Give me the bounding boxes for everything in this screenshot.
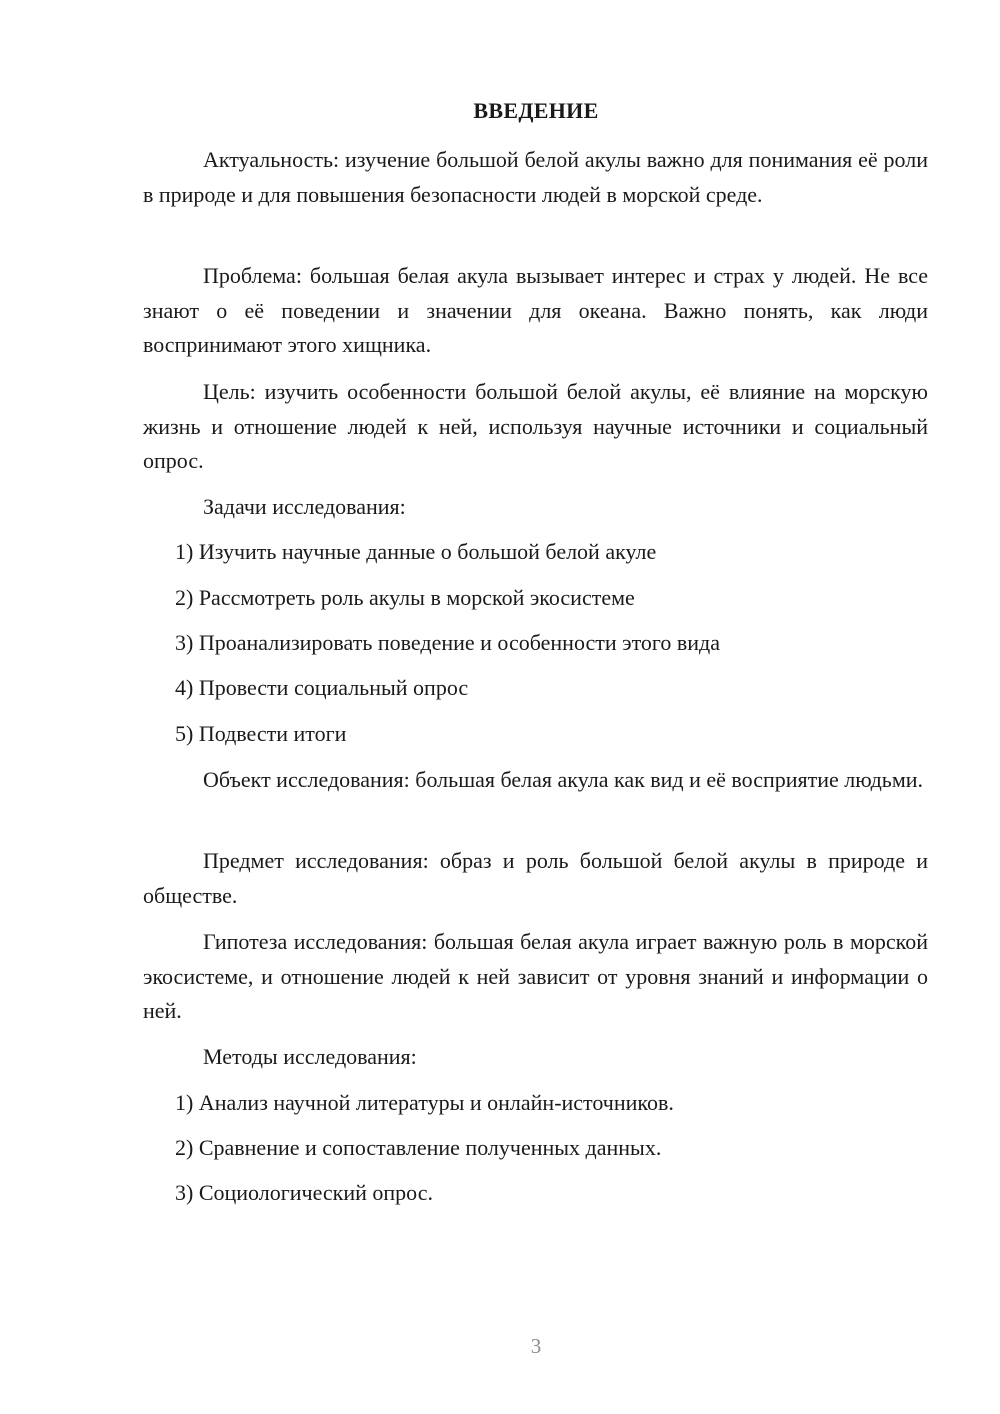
problem-paragraph: Проблема: большая белая акула вызывает интерес и страх у людей. Не все знают о её поведении и значении для океана. Важно понять, как люди воспринимают этого хищника. <box>143 263 928 357</box>
methods-label: Методы исследования: <box>203 1044 417 1069</box>
page-title: ВВЕДЕНИЕ <box>473 98 599 123</box>
task-item-1: 1) Изучить научные данные о большой белой акуле <box>175 539 657 564</box>
goal-paragraph: Цель: изучить особенности большой белой акулы, её влияние на морскую жизнь и отношение людей к ней, используя научные источники и социальный опрос. <box>143 379 928 473</box>
method-item-3: 3) Социологический опрос. <box>175 1180 433 1205</box>
method-item-2: 2) Сравнение и сопоставление полученных данных. <box>175 1135 662 1160</box>
hypothesis-paragraph: Гипотеза исследования: большая белая акула играет важную роль в морской экосистеме, и отношение людей к ней зависит от уровня знаний и информации о ней. <box>143 929 928 1023</box>
task-item-3: 3) Проанализировать поведение и особенности этого вида <box>175 630 721 655</box>
relevance-paragraph: Актуальность: изучение большой белой акулы важно для понимания её роли в природе и для повышения безопасности людей в морской среде. <box>143 147 928 207</box>
task-item-4: 4) Провести социальный опрос <box>175 675 469 700</box>
task-item-5: 5) Подвести итоги <box>175 721 347 746</box>
object-paragraph: Объект исследования: большая белая акула как вид и её восприятие людьми. <box>203 767 924 792</box>
page-number: 3 <box>530 1334 542 1358</box>
subject-paragraph: Предмет исследования: образ и роль большой белой акулы в природе и обществе. <box>143 848 928 908</box>
tasks-label: Задачи исследования: <box>203 494 406 519</box>
method-item-1: 1) Анализ научной литературы и онлайн-источников. <box>175 1090 674 1115</box>
task-item-2: 2) Рассмотреть роль акулы в морской экосистеме <box>175 585 635 610</box>
